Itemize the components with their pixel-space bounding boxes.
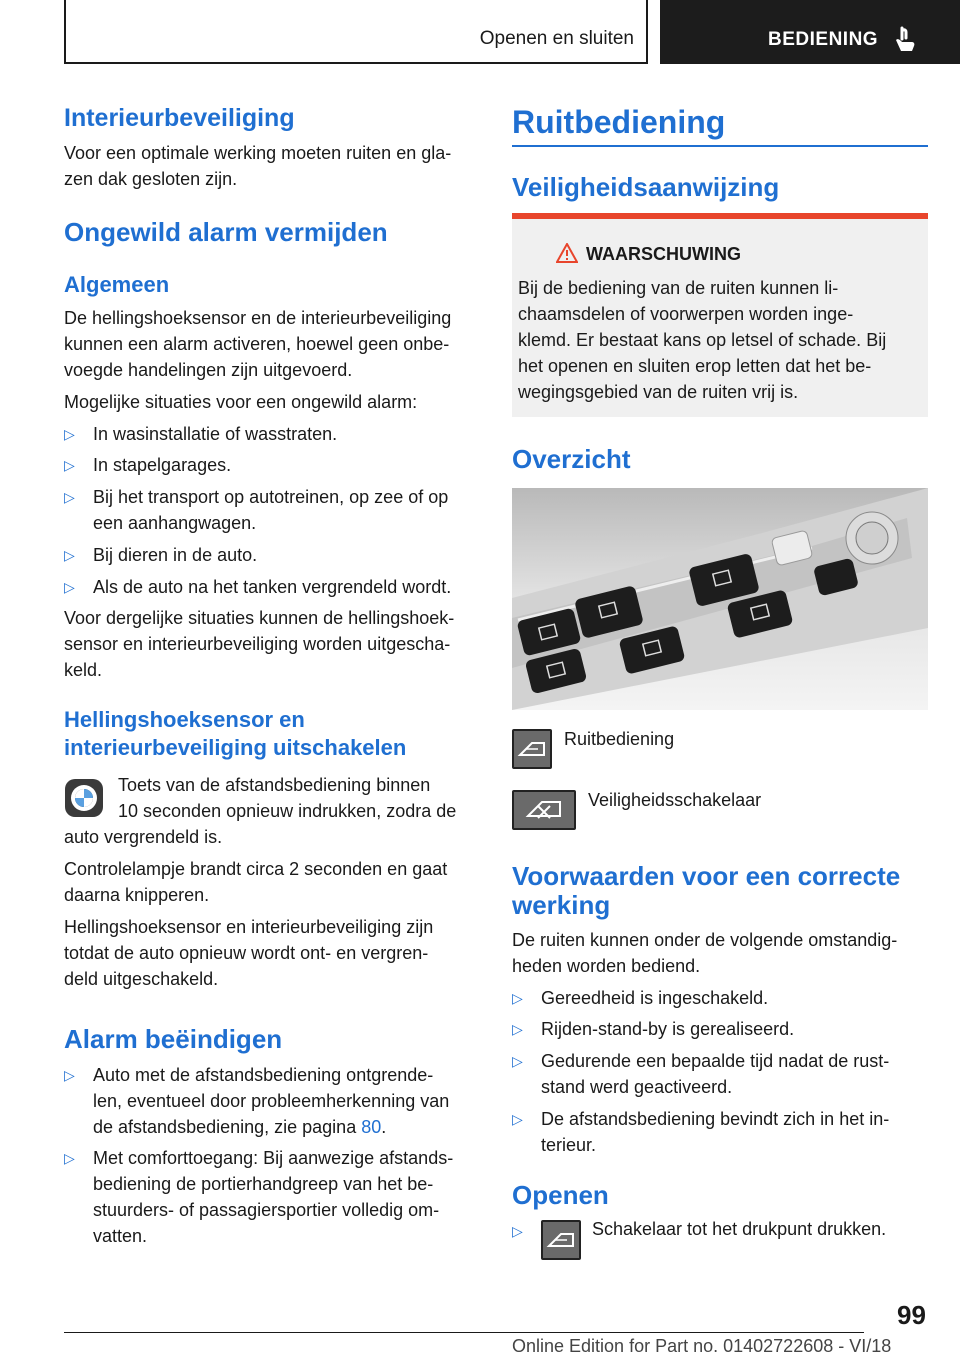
heading-openen: Openen [512, 1180, 609, 1210]
hellings-line-2: totdat de auto opnieuw wordt ont- en vergren- [64, 943, 429, 963]
warning-line-3: klemd. Er bestaat kans op letsel of schade. Bij [518, 330, 887, 350]
situaties-intro: Mogelijke situaties voor een ongewild alarm: [64, 392, 418, 412]
heading-alarm-beeindigen: Alarm beëindigen [64, 1024, 283, 1054]
warning-title: WAARSCHUWING [586, 244, 741, 264]
toets-line-3: auto vergrendeld is. [64, 827, 223, 847]
intro-line-2: zen dak gesloten zijn. [64, 169, 238, 189]
title-rule [512, 145, 928, 147]
voor-line-3: keld. [64, 660, 103, 680]
title-ruitbediening: Ruitbediening [512, 104, 726, 140]
toets-line-1: Toets van de afstandsbediening binnen [118, 775, 431, 795]
warning-line-4: het openen en sluiten erop letten dat het be- [518, 356, 872, 376]
legend-veiligheidsschakelaar: Veiligheidsschakelaar [588, 790, 762, 810]
hellings-line-3: deld uitgeschakeld. [64, 969, 219, 989]
controle-line-2: daarna knipperen. [64, 885, 210, 905]
warning-box [512, 213, 928, 417]
voorwaarden-line-2: heden worden bediend. [512, 956, 701, 976]
window-switch-icon [541, 1220, 581, 1260]
page-number: 99 [897, 1300, 926, 1330]
heading-overzicht: Overzicht [512, 444, 631, 474]
voor-line-1: Voor dergelijke situaties kunnen de hellingshoek- [64, 608, 455, 628]
heading-algemeen: Algemeen [64, 272, 170, 297]
warning-line-1: Bij de bediening van de ruiten kunnen li- [518, 278, 839, 298]
bmw-remote-key-icon [64, 778, 104, 818]
page-reference-link[interactable]: 80 [361, 1117, 382, 1137]
footer-rule [64, 1332, 864, 1333]
heading-ongewild-alarm: Ongewild alarm vermijden [64, 217, 388, 247]
header-section-box [64, 0, 648, 64]
hellings-line-1: Hellingshoeksensor en interieurbeveiliging zijn [64, 917, 434, 937]
title-interieurbeveiliging: Interieurbeveiliging [64, 104, 295, 132]
heading-uitschakelen-2: interieurbeveiliging uitschakelen [64, 735, 407, 760]
legend-ruitbediening: Ruitbediening [564, 729, 675, 749]
openen-instruction: Schakelaar tot het drukpunt drukken. [592, 1219, 887, 1239]
pointing-hand-icon [894, 26, 916, 52]
safety-switch-icon [512, 790, 576, 830]
header-chapter-box [660, 0, 960, 64]
heading-uitschakelen-1: Hellingshoeksensor en [64, 707, 305, 732]
warning-line-5: wegingsgebied van de ruiten vrij is. [518, 382, 799, 402]
footer-edition: Online Edition for Part no. 01402722608 - VI/18 [512, 1336, 892, 1356]
voorwaarden-line-1: De ruiten kunnen onder de volgende omstandig- [512, 930, 898, 950]
header-chapter-title: BEDIENING [768, 29, 879, 50]
heading-voorwaarden-2: werking [512, 890, 611, 920]
controle-line-1: Controlelampje brandt circa 2 seconden en gaat [64, 859, 448, 879]
toets-line-2: 10 seconden opnieuw indrukken, zodra de [118, 801, 457, 821]
algemeen-line-2: kunnen een alarm activeren, hoewel geen onbe- [64, 334, 450, 354]
heading-voorwaarden-1: Voorwaarden voor een correcte [512, 861, 901, 891]
warning-triangle-icon [556, 243, 578, 263]
algemeen-line-3: voegde handelingen zijn uitgevoerd. [64, 360, 353, 380]
intro-line-1: Voor een optimale werking moeten ruiten en gla- [64, 143, 452, 163]
header-section-title: Openen en sluiten [479, 28, 634, 49]
heading-veiligheidsaanwijzing: Veiligheidsaanwijzing [512, 172, 780, 202]
warning-line-2: chaamsdelen of voorwerpen worden inge- [518, 304, 854, 324]
window-switch-panel-photo [512, 488, 928, 710]
algemeen-line-1: De hellingshoeksensor en de interieurbeveiliging [64, 308, 452, 328]
window-switch-icon [512, 729, 552, 769]
voor-line-2: sensor en interieurbeveiliging worden uitgescha- [64, 634, 451, 654]
